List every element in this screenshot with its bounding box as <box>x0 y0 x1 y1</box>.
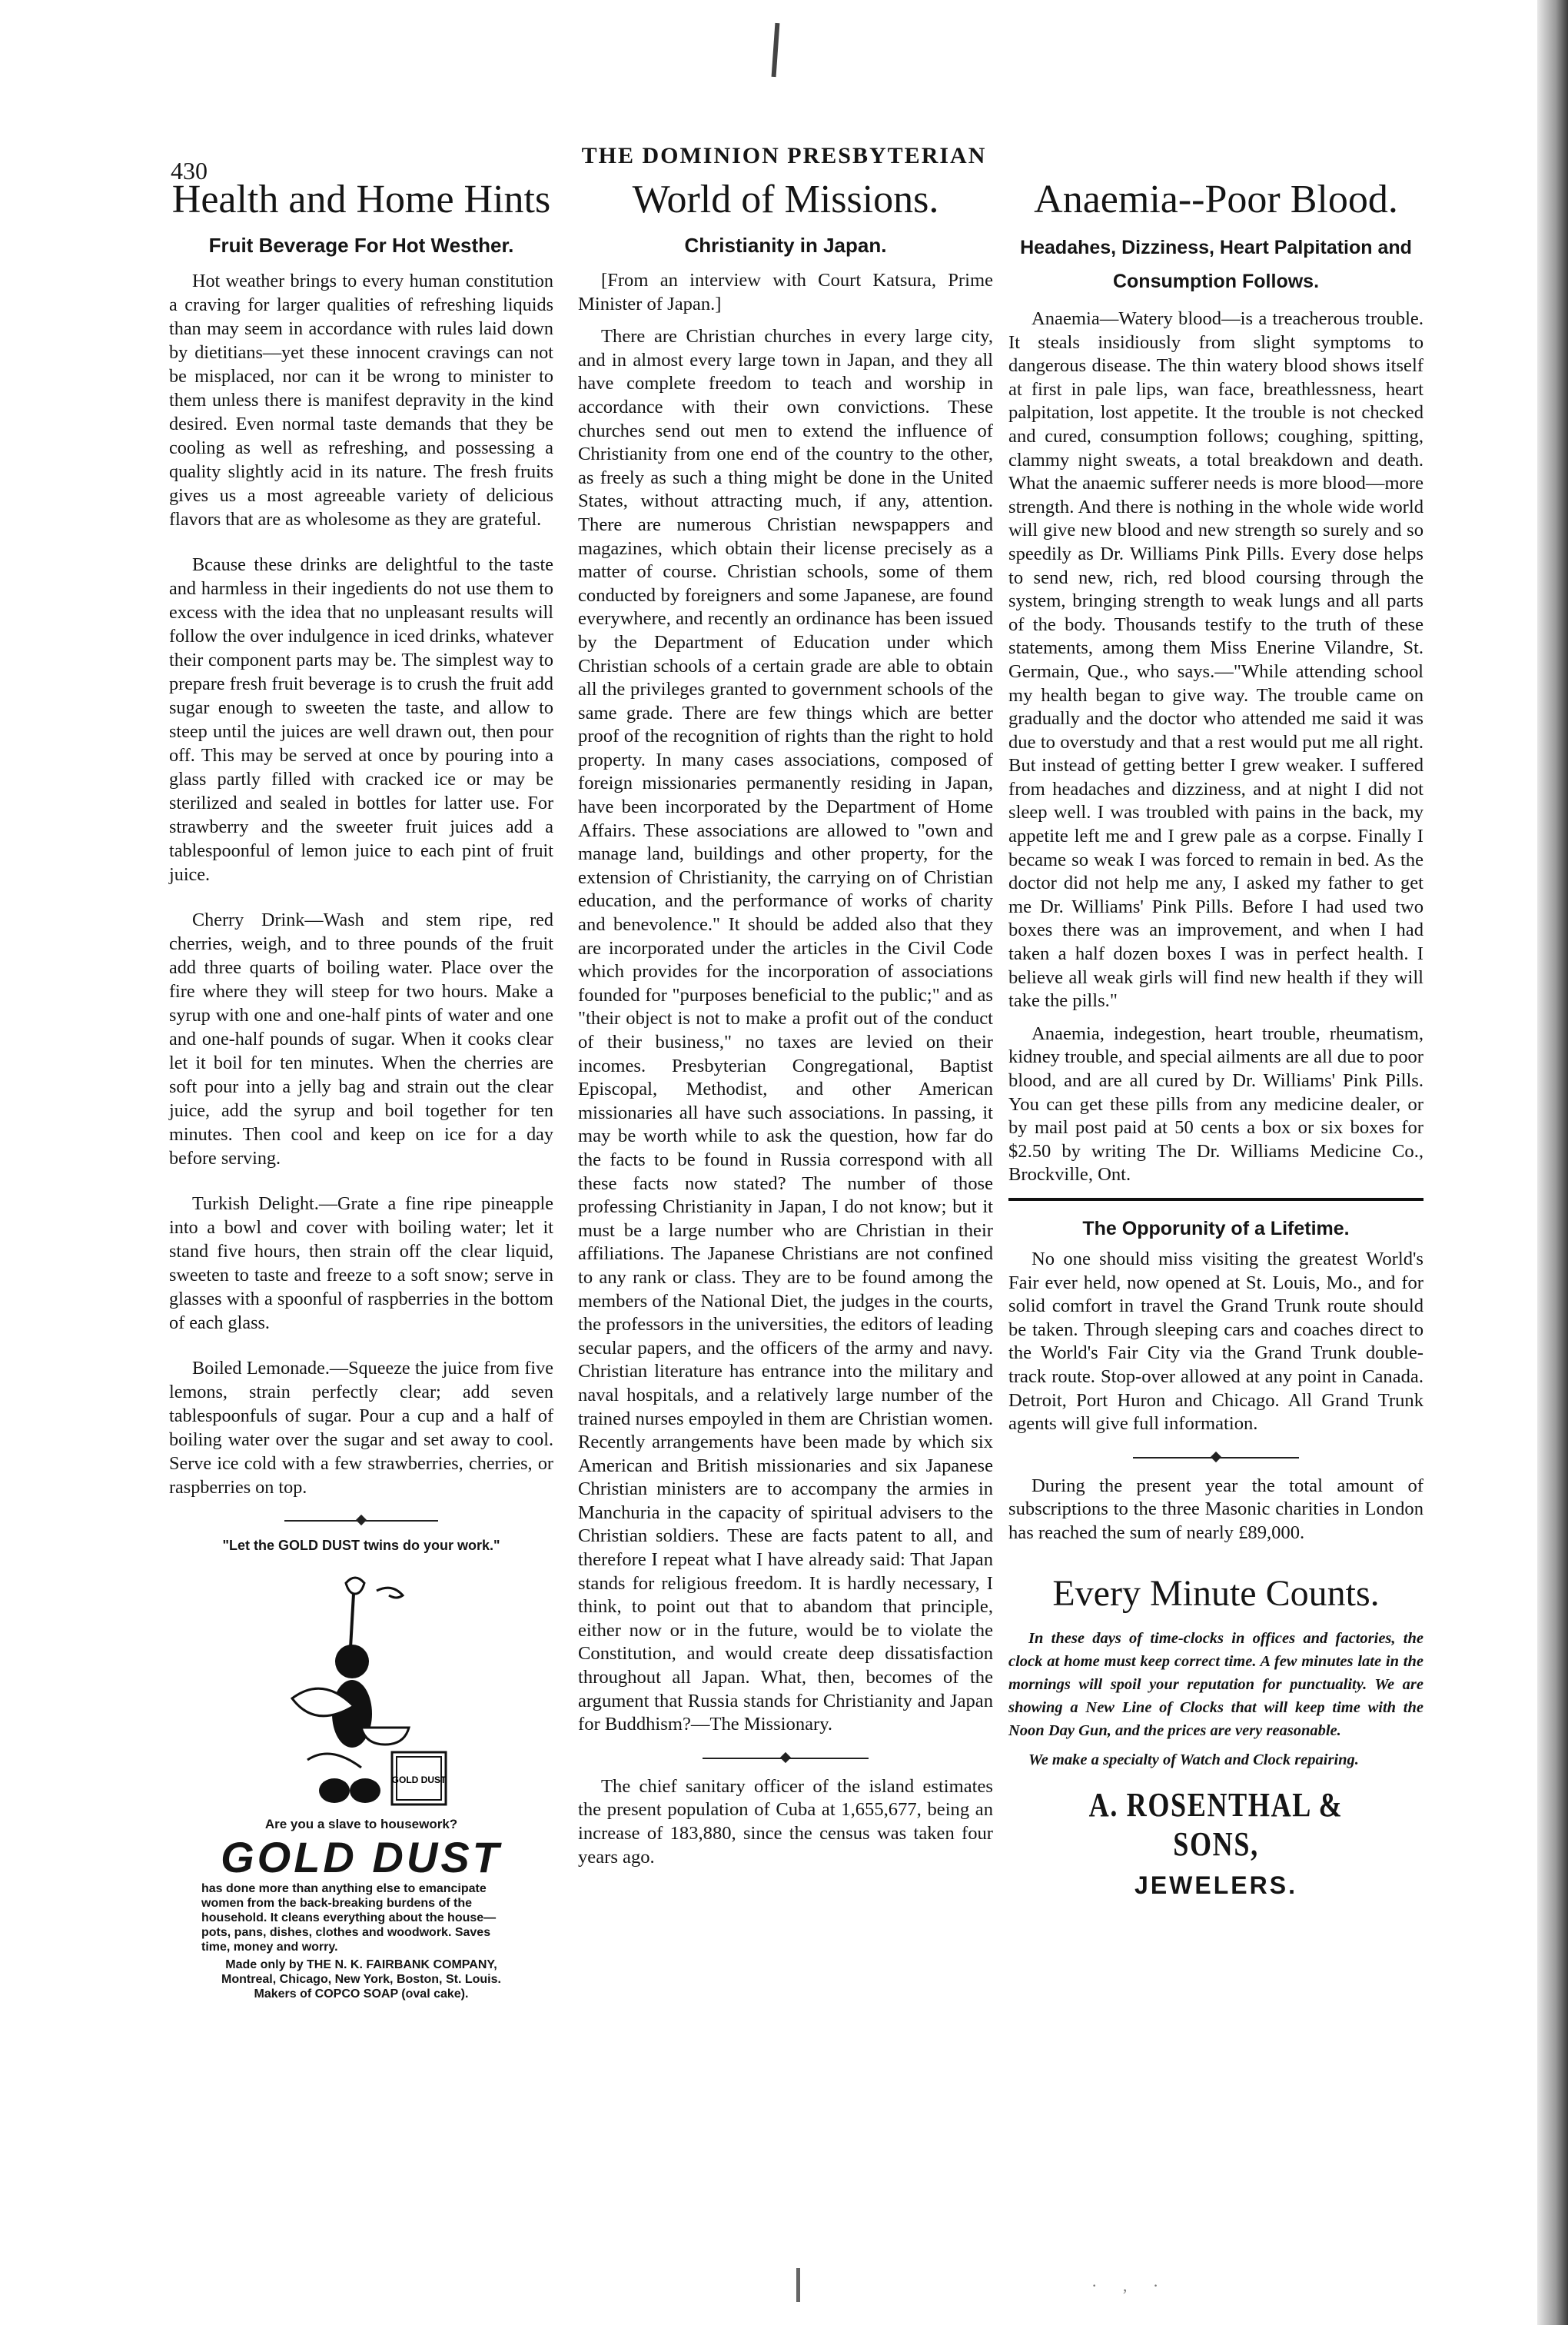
article-intro: [From an interview with Court Katsura, Prime Minister of Japan.] <box>578 270 993 314</box>
column-missions <box>578 175 993 1878</box>
ornament-divider <box>1008 1445 1423 1470</box>
ad-title: Every Minute Counts. <box>1052 1572 1380 1614</box>
article-paragraph: Anaemia—Watery blood—is a treacherous trouble. It steals insidiously from slight symptoms to dangerous disease. The thin watery blood shows itself at first in pale lips, wan face, breathlessness, heart palpitation, lost appetite. It the trouble is not checked and cured, consumption follows; coughing, spitting, clammy night sweats, a total breakdown and death. What the anaemic sufferer needs is more blood—more strength. And there is nothing in the whole wide world will give new blood and new strength so surely and so speedily as Dr. Williams Pink Pills. Every dose helps to send new, rich, red blood coursing through the system, bringing strength to weak lungs and all parts of the body. Thousands testify to the truth of these statements, among them Miss Enerine Vilandre, St. Germain, Que., who says.—"While attending school my health began to give way. The trouble came on gradually and the doctor who attended me said it was due to overstudy and that a rest would put me all right. But instead of getting better I grew weaker. I suffered from headaches and dizziness, and at night I did not sleep well. I was troubled with pains in the back, my appetite left me and I grew pale as a corpse. Finally I became so weak I was forced to remain in bed. As the doctor did not help me any, I asked my father to get me Dr. Williams' Pink Pills. Before I had used two boxes there was an improvement, and when I had taken a half dozen boxes I was in perfect health. I believe all weak girls will find new health if they will take the pills." <box>1008 308 1423 1012</box>
article-paragraph: Anaemia, indegestion, heart trouble, rheumatism, kidney trouble, and special ailments are all due to poor blood, and are all cured by Dr. Williams' Pink Pills. You can get these pills from any medicine dealer, or by mail post paid at 50 cents a box or six boxes for $2.50 by writing The Dr. Williams Medicine Co., Brockville, Ont. <box>1008 1023 1423 1186</box>
page-number: 430 <box>171 157 208 185</box>
section-title: World of Missions. <box>632 178 939 221</box>
column-anaemia <box>1008 175 1423 1900</box>
news-note: The chief sanitary officer of the island estimates the present population of Cuba at 1,655,677, being an increase of 183,880, since the census was taken four years ago. <box>578 1775 993 1868</box>
ad-firm-name: A. ROSENTHAL & SONS, <box>1088 1785 1344 1863</box>
scan-artifact <box>772 23 780 77</box>
article-paragraph: No one should miss visiting the greatest World's Fair ever held, now opened at St. Louis, Mo., and for solid comfort in travel the Grand Trunk route should be taken. Through sleeping cars and coaches direct to the World's Fair City via the Grand Trunk double-track route. Stop-over allowed at any point in Canada. Detroit, Port Huron and Chicago. All Grand Trunk agents will give full information. <box>1008 1248 1423 1435</box>
ad-brand: GOLD DUST <box>221 1833 502 1881</box>
scan-artifact <box>796 2268 800 2302</box>
article-title: The Opporunity of a Lifetime. <box>1082 1217 1350 1239</box>
article-title: Christianity in Japan. <box>684 234 887 257</box>
ad-slogan: "Let the GOLD DUST twins do your work." <box>222 1538 500 1553</box>
ad-question: Are you a slave to housework? <box>264 1817 458 1831</box>
column-rule <box>1008 1198 1423 1201</box>
gold-dust-advertisement <box>169 1538 553 2001</box>
article-paragraph: Bcause these drinks are delightful to the taste and harmless in their ingedients do not use them to excess with the idea that no unpleasant results will follow the over indulgence in iced drinks, whatever their component parts may be. The simplest way to prepare fresh fruit beverage is to crush the fruit add sugar enough to sweeten the taste, and allow to steep until the juices are well drawn out, then pour off. This may be served at once by pouring into a glass partly filled with cracked ice or may be sterilized and sealed in bottles for latter use. For strawberry and the sweeter fruit juices add a tablespoonful of lemon juice to each pint of fruit juice. <box>169 554 553 885</box>
article-paragraph: Hot weather brings to every human constitution a craving for larger qualities of refreshing liquids than may seem in accordance with rules laid down by dietitians—yet these innocent cravings can not be misplaced, nor can it be wrong to minister to them unless there is manifest depravity in the kind desired. Even normal taste demands that they be cooling as well as refreshing, and possessing a quality slightly acid in its nature. The fresh fruits gives us a most agreeable variety of delicious flavors that are as wholesome as they are grateful. <box>169 271 553 530</box>
article-title: Fruit Beverage For Hot Westher. <box>208 234 514 257</box>
ad-body: has done more than anything else to emancipate women from the back-breaking burdens of the household. It cleans everything about the house—pots, pans, dishes, clothes and woodwork. Saves time, money and worry. <box>201 1882 497 1954</box>
scan-edge-shadow <box>1537 0 1568 2325</box>
gold-dust-twins-illustration <box>261 1560 461 1814</box>
ornament-divider <box>169 1508 553 1533</box>
news-note: During the present year the total amount of subscriptions to the three Masonic charities in London has reached the sum of nearly £89,000. <box>1008 1475 1423 1543</box>
article-paragraph: There are Christian churches in every large city, and in almost every large town in Japan, and they all have complete freedom to teach and worship in accordance with their own convictions. These churches send out men to extend the influence of Christianity from one end of the country to the other, as freely as such a thing might be done in the United States, without attracting much, if any, attention. There are numerous Christian newspappers and magazines, which obtain their license precisely as a matter of course. Christian schools, some of them conducted by foreigners and some Japanese, are found everywhere, and recently an ordinance has been issued by the Department of Education under which Christian schools of a certain grade are able to obtain all the privileges granted to government schools of the same grade. There are few things which are better proof of the recognition of rights than the right to hold property. In many cases associations, composed of foreign missionaries permanently residing in Japan, have been incorporated by the Department of Home Affairs. These associations are allowed to "own and manage land, buildings and other property, for the extension of Christianity, the carrying on of Christian education, and the performance of works of charity and benevolence." It should be added also that they are incorporated under the articles in the Civil Code which provides for the incorporation of associations founded for "purposes beneficial to the public;" and as "their object is not to make a profit out of the conduct of their business," no taxes are levied on their incomes. Presbyterian Congregational, Baptist Episcopal, Methodist, and other American missionaries all have such associations. In passing, it may be worth while to ask the question, how far do the facts to be found in Russia correspond with all these facts now stated? The number of those professing Christianity in Japan, I do not know; but it must be a large number who are Christian in their affiliations. The Japanese Christians are not confined to any rank or class. They are to be found among the members of the National Diet, the judges in the courts, the professors in the universities, the editors of leading secular papers, and the officers of the army and navy. Christian literature has entrance into the military and naval hospitals, and a relatively large number of the trained nurses empoyled in them are Christian women. Recently arrangements have been made by which six American and British missionaries and six Japanese Christian ministers are to accompany the armies in Manchuria in the capacity of spiritual advisers to the Christian soldiers. These are facts patent to all, and therefore I repeat what I have already said: That Japan stands for religious freedom. It is hardly necessary, I think, to point out that to abandom that principle, either now or in the future, would be to violate the Constitution, and would create deep dissatisfaction throughout all Japan. What, then, becomes of the argument that Russia stands for Christianity and Japan for Buddhism?—The Missionary. <box>578 326 993 1735</box>
recipe-paragraph: Cherry Drink—Wash and stem ripe, red cherries, weigh, and to three pounds of the fruit add three quarts of boiling water. Place over the fire where they will steep for two hours. Make a syrup with one and one-half pints of water and one and one-half pounds of sugar. When it cooks clear let it boil for ten minutes. When the cherries are soft pour into a jelly bag and strain out the clear juice, add the syrup and boil together for ten minutes. Then cool and keep on ice for a day before serving. <box>169 910 553 1169</box>
package-label: GOLD DUST <box>391 1775 447 1785</box>
column-health-home <box>169 175 553 2001</box>
running-head: THE DOMINION PRESBYTERIAN <box>581 143 987 168</box>
ad-trade: JEWELERS. <box>1134 1871 1297 1899</box>
ornament-divider <box>578 1746 993 1771</box>
article-title: Headahes, Dizziness, Heart Palpitation and Consumption Follows. <box>1020 237 1412 292</box>
ad-text: We make a specialty of Watch and Clock repairing. <box>1028 1751 1359 1768</box>
ad-text: In these days of time-clocks in offices and factories, the clock at home must keep correct time. A few minutes late in the mornings will spoil your reputation for punctuality. We are showing a New Line of Clocks that will keep time with the Noon Day Gun, and the prices are very reasonable. <box>1008 1629 1423 1739</box>
jeweler-advertisement <box>1008 1572 1423 1900</box>
scan-artifact: · , · <box>1091 2276 1170 2295</box>
section-title: Anaemia--Poor Blood. <box>1034 178 1398 221</box>
recipe-paragraph: Turkish Delight.—Grate a fine ripe pineapple into a bowl and cover with boiling water; let it stand five hours, then strain off the clear liquid, sweeten to taste and freeze to a soft snow; serve in glasses with a spoonful of raspberries in the bottom of each glass. <box>169 1193 553 1333</box>
ad-maker: Made only by THE N. K. FAIRBANK COMPANY, Montreal, Chicago, New York, Boston, St. Louis. Makers of COPCO SOAP (oval cake). <box>221 1958 501 2001</box>
section-title: Health and Home Hints <box>171 178 551 221</box>
recipe-paragraph: Boiled Lemonade.—Squeeze the juice from five lemons, strain perfectly clear; add seven tablespoonfuls of sugar. Pour a cup and a half of boiling water over the sugar and set away to cool. Serve ice cold with a few strawberries, cherries, or raspberries on top. <box>169 1358 553 1498</box>
